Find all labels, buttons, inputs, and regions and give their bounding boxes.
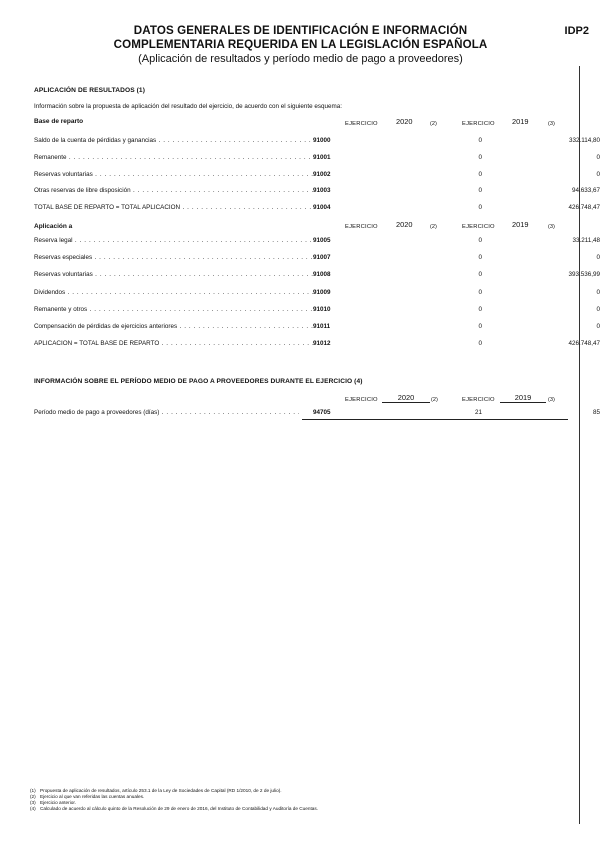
row-label: Remanente y otros . . . [34, 306, 314, 313]
ejercicio-label: EJERCICIO [462, 121, 495, 127]
section-intro: Información sobre la propuesta de aplicación del resultado del ejercicio, de acuerdo con el siguiente esquema: [34, 103, 343, 110]
row-value-current: 0 [478, 288, 482, 296]
pmp-underline [302, 419, 568, 420]
row-label: Reservas voluntarias . . . [34, 271, 314, 278]
title-subtitle: (Aplicación de resultados y período medio de pago a proveedores) [138, 53, 463, 65]
row-value-current: 0 [478, 271, 482, 279]
row-value-previous: 0 [596, 153, 600, 161]
row-label: Compensación de pérdidas de ejercicios anteriores . . . [34, 323, 314, 330]
year-previous: 2019 [500, 393, 546, 403]
row-label: Dividendos . . . [34, 289, 314, 296]
row-value-previous: 0 [596, 288, 600, 296]
row-value-previous: 426.748,47 [568, 204, 600, 212]
ejercicio-label: EJERCICIO [345, 397, 378, 403]
title-line-1: DATOS GENERALES DE IDENTIFICACIÓN E INFORMACIÓN [133, 24, 468, 37]
row-label: Remanente . . . [34, 154, 314, 161]
note-marker: (3) [548, 224, 555, 230]
row-value-current: 0 [478, 170, 482, 178]
footnote-text: Calculado de acuerdo al cálculo quinto de la Resolución de 29 de enero de 2016, del Instituto de Contabilidad y Auditoría de Cuentas. [40, 806, 319, 811]
year-previous: 2019 [512, 220, 529, 229]
footnote-text: Propuesta de aplicación de resultados, artículo 253.1 de la Ley de Sociedades de Capital (RD 1/2010, de 2 de julio). [40, 788, 282, 793]
row-key: 91005 [313, 237, 331, 244]
row-label: Reserva legal . . . [34, 237, 314, 244]
row-label: Período medio de pago a proveedores (días) . . . [34, 409, 299, 416]
footnote-text: Ejercicio al que van referidas las cuentas anuales. [40, 794, 145, 799]
row-key: 91002 [313, 170, 331, 178]
row-value-previous: 85 [592, 409, 600, 416]
ejercicio-label: EJERCICIO [462, 224, 495, 230]
title-line-2: COMPLEMENTARIA REQUERIDA EN LA LEGISLACIÓN ESPAÑOLA [113, 38, 488, 51]
year-current: 2020 [382, 393, 430, 403]
row-value-previous: 0 [596, 305, 600, 313]
row-value-current: 0 [478, 153, 482, 161]
row-value-current: 0 [478, 187, 482, 195]
year-current: 2020 [396, 117, 413, 126]
year-previous: 2019 [512, 117, 529, 126]
row-label: Reservas especiales . . . [34, 254, 314, 261]
base-header-row [0, 117, 601, 129]
row-value-current: 0 [478, 340, 482, 348]
row-key: 91008 [313, 271, 331, 279]
note-marker: (2) [430, 121, 437, 127]
row-label: Saldo de la cuenta de pérdidas y ganancias . . . [34, 137, 314, 144]
footnotes [30, 788, 318, 812]
form-title [0, 24, 601, 66]
row-value-current: 0 [478, 137, 482, 144]
row-value-previous: 33.211,48 [572, 237, 600, 244]
row-value-previous: 94.633,67 [571, 187, 600, 195]
footnote-number: (3) [30, 800, 36, 805]
row-label: Reservas voluntarias . . . [34, 171, 314, 178]
note-marker: (2) [430, 224, 437, 230]
row-key: 91000 [313, 137, 331, 144]
row-value-current: 21 [474, 409, 482, 416]
row-key: 91001 [313, 153, 331, 161]
section-title-pmp: INFORMACIÓN SOBRE EL PERÍODO MEDIO DE PAGO A PROVEEDORES DURANTE EL EJERCICIO (4) [34, 378, 363, 385]
row-value-current: 0 [478, 323, 482, 330]
row-value-current: 0 [478, 204, 482, 212]
row-key: 91012 [313, 340, 331, 348]
ejercicio-label: EJERCICIO [462, 397, 495, 403]
note-marker: (3) [548, 121, 555, 127]
footnote-number: (2) [30, 794, 36, 799]
note-marker: (2) [431, 397, 438, 403]
note-marker: (3) [548, 397, 555, 403]
row-key: 91011 [313, 323, 331, 330]
row-value-previous: 0 [596, 323, 600, 330]
row-value-previous: 332.114,80 [568, 137, 600, 144]
row-value-current: 0 [478, 237, 482, 244]
row-key: 91003 [313, 187, 331, 195]
aplicacion-heading: Aplicación a [34, 223, 73, 230]
right-border-line [579, 66, 580, 824]
row-key: 91009 [313, 288, 331, 296]
footnote-text: Ejercicio anterior. [40, 800, 76, 805]
aplicacion-header-row [0, 220, 601, 232]
row-value-previous: 426.748,47 [568, 340, 600, 348]
year-current: 2020 [396, 220, 413, 229]
row-value-previous: 0 [596, 170, 600, 178]
footnote-number: (4) [30, 806, 36, 811]
row-key: 94705 [313, 409, 331, 416]
footnote [30, 806, 318, 812]
row-key: 91010 [313, 305, 331, 313]
row-value-previous: 393.536,99 [568, 271, 600, 279]
section-title-aplicacion: APLICACIÓN DE RESULTADOS (1) [34, 87, 145, 94]
row-value-previous: 0 [596, 254, 600, 262]
row-key: 91004 [313, 204, 331, 212]
row-key: 91007 [313, 254, 331, 262]
row-label: TOTAL BASE DE REPARTO = TOTAL APLICACIÓN . . . [34, 204, 314, 211]
row-label: APLICACIÓN = TOTAL BASE DE REPARTO . . . [34, 340, 314, 347]
footnote-number: (1) [30, 788, 36, 793]
form-code: IDP2 [564, 25, 589, 37]
base-heading: Base de reparto [34, 118, 84, 125]
row-label: Otras reservas de libre disposición . . . [34, 187, 314, 194]
ejercicio-label: EJERCICIO [345, 224, 378, 230]
row-value-current: 0 [478, 305, 482, 313]
row-value-current: 0 [478, 254, 482, 262]
ejercicio-label: EJERCICIO [345, 121, 378, 127]
pmp-header-row [0, 393, 601, 405]
